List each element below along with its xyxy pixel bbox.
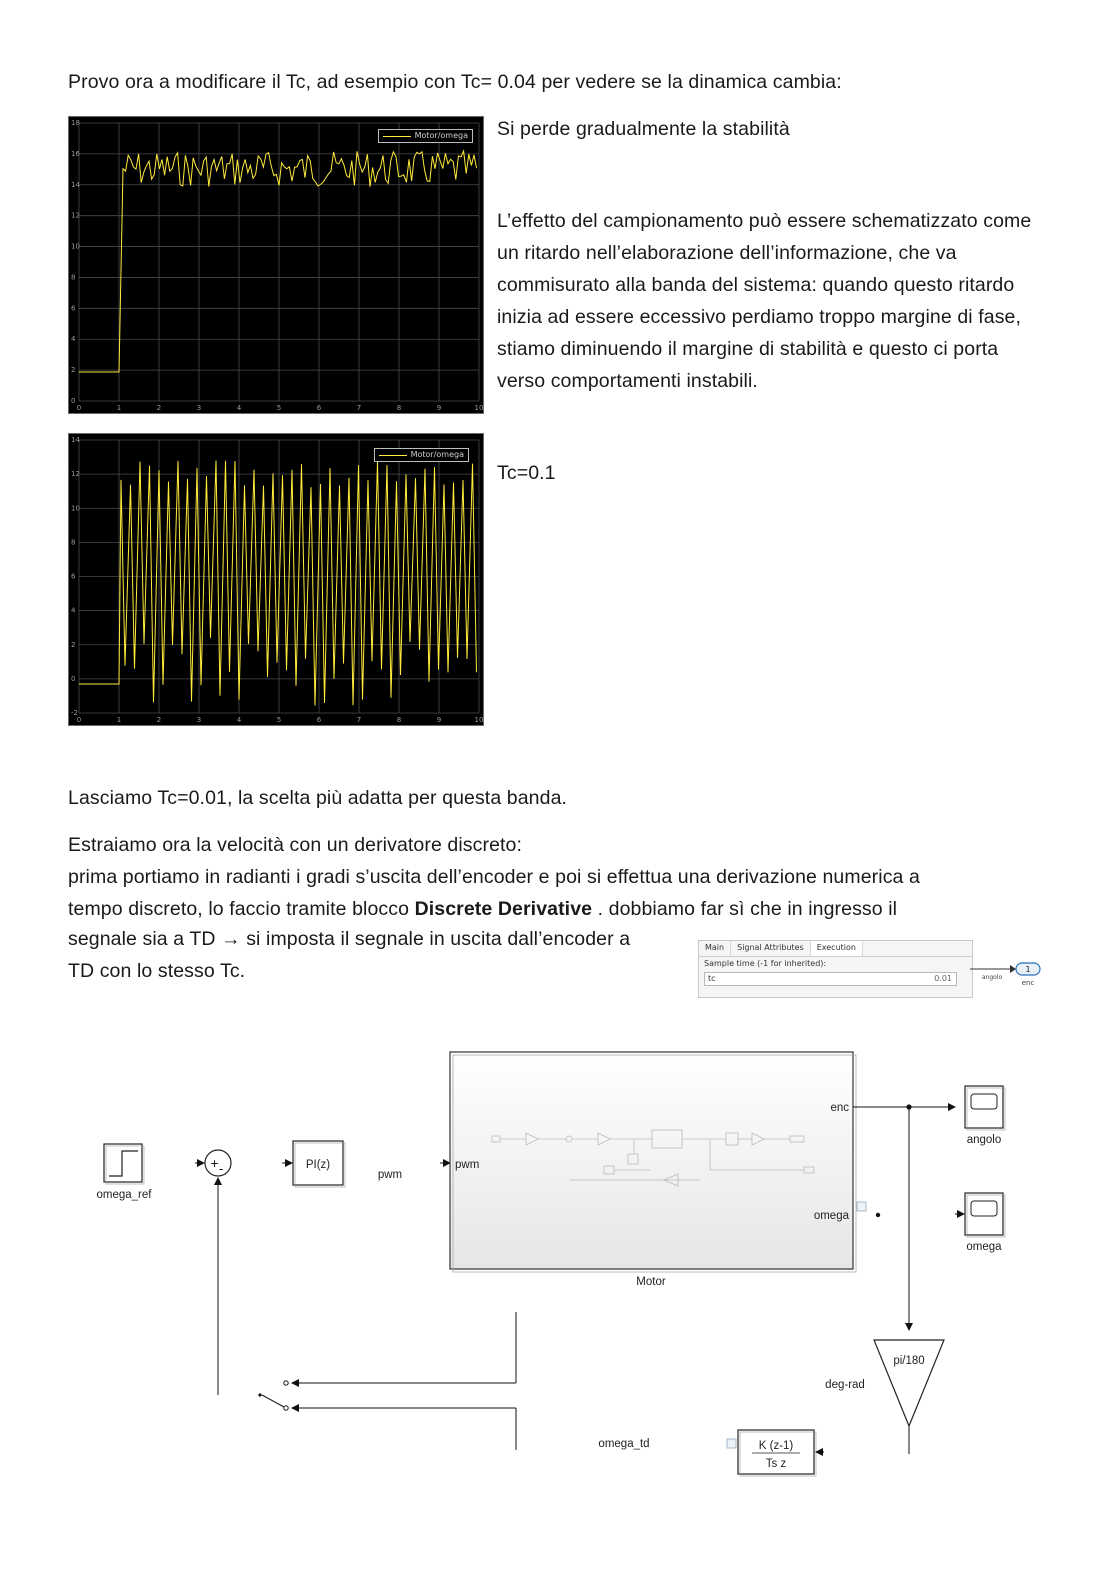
pi-block-label: PI(z) (305, 1159, 331, 1171)
scope-plot-svg (69, 117, 483, 413)
x-tick-label: 4 (236, 716, 242, 724)
omega-td-label: omega_td (598, 1438, 650, 1450)
y-tick-label: 16 (71, 149, 80, 158)
y-tick-label: 6 (71, 304, 76, 313)
deg-rad-label: deg-rad (825, 1379, 865, 1391)
sum-minus: - (219, 1162, 224, 1176)
x-tick-label: 7 (356, 404, 362, 412)
derivative-line-1: prima portiamo in radianti i gradi s’uscita dell’encoder e poi si effettua una derivazione numerica a (68, 866, 920, 888)
y-tick-label: -2 (71, 709, 78, 717)
x-tick-label: 9 (436, 404, 442, 412)
gain-label: pi/180 (893, 1355, 925, 1367)
tab-signal-attributes[interactable]: Signal Attributes (731, 941, 811, 956)
motor-enc-port: enc (830, 1102, 849, 1114)
outport-name: enc (1021, 979, 1035, 987)
scope-plot-tc01 (68, 433, 484, 726)
x-tick-label: 10 (474, 404, 483, 412)
y-tick-label: 10 (71, 504, 80, 513)
y-tick-label: 8 (71, 273, 76, 282)
y-tick-label: 0 (71, 674, 76, 683)
port-marker-icon (857, 1202, 866, 1211)
tc-01-label: Tc=0.1 (497, 462, 556, 484)
pwm-signal-label: pwm (377, 1169, 403, 1181)
simulink-diagram (0, 1030, 1116, 1500)
block-parameters-dialog (698, 940, 973, 998)
x-tick-label: 6 (316, 716, 322, 724)
y-tick-label: 12 (71, 470, 80, 479)
y-tick-label: 8 (71, 538, 76, 547)
x-tick-label: 10 (474, 716, 483, 724)
stability-loss-text: Si perde gradualmente la stabilità (497, 118, 790, 140)
derivative-post: . dobbiamo far sì che in ingresso il (592, 898, 898, 920)
dangling-point (876, 1213, 880, 1217)
y-tick-label: 6 (71, 572, 76, 581)
scope-plot-tc004 (68, 116, 484, 414)
motor-pwm-port: pwm (455, 1159, 480, 1171)
x-tick-label: 0 (76, 404, 82, 412)
sample-time-field[interactable] (704, 972, 957, 986)
y-tick-label: 4 (71, 335, 76, 344)
x-tick-label: 5 (276, 716, 282, 724)
derivative-line-3: segnale sia a TD → si imposta il segnale in uscita dall’encoder a (68, 928, 631, 950)
outport-signal: angolo (981, 974, 1003, 981)
derivative-numerator: K (z-1) (758, 1440, 794, 1452)
choice-text: Lasciamo Tc=0.01, la scelta più adatta per questa banda. (68, 787, 568, 809)
x-tick-label: 2 (156, 404, 162, 412)
signal-trace (79, 461, 477, 706)
scope-angolo-block[interactable] (965, 1086, 1005, 1130)
y-tick-label: 0 (71, 397, 76, 405)
explanation-text: L’effetto del campionamento può essere schematizzato come un ritardo nell’elaborazione dell’informazione, che va commisurato alla banda del sistema: quando questo ritardo inizia ad essere eccessivo perdiamo troppo margine di fase, stiamo diminuendo il margine di stabilità e questo ci porta verso comportamenti instabili. (497, 210, 1032, 392)
derivative-pre: tempo discreto, lo faccio tramite blocco (68, 898, 415, 920)
x-tick-label: 8 (396, 404, 402, 412)
sample-time-display: 0.01 (934, 974, 952, 983)
x-tick-label: 9 (436, 716, 442, 724)
x-tick-label: 6 (316, 404, 322, 412)
x-tick-label: 0 (76, 716, 82, 724)
y-tick-label: 10 (71, 242, 80, 251)
discrete-derivative-term: Discrete Derivative (414, 898, 593, 920)
y-tick-label: 4 (71, 606, 76, 615)
motor-label: Motor (636, 1276, 666, 1288)
scope-omega-block[interactable] (965, 1193, 1005, 1237)
motor-omega-port: omega (813, 1210, 849, 1222)
plot-legend: Motor/omega (374, 448, 469, 462)
x-tick-label: 2 (156, 716, 162, 724)
outport-snippet (970, 955, 1050, 991)
motor-subsystem[interactable] (450, 1052, 856, 1272)
y-tick-label: 2 (71, 366, 76, 375)
outport-number: 1 (1025, 965, 1031, 974)
derivative-intro: Estraiamo ora la velocità con un derivatore discreto: (68, 834, 523, 856)
plot-legend: Motor/omega (378, 129, 473, 143)
sample-time-label: Sample time (-1 for inherited): (704, 959, 827, 968)
x-tick-label: 8 (396, 716, 402, 724)
y-tick-label: 12 (71, 211, 80, 220)
derivative-denominator: Ts z (765, 1458, 787, 1470)
scope-omega-label: omega (966, 1241, 1002, 1253)
derivative-line-2 (68, 893, 897, 925)
y-tick-label: 14 (71, 436, 80, 444)
tab-execution[interactable]: Execution (811, 941, 863, 956)
gain-block[interactable] (874, 1340, 944, 1426)
port-marker-icon (727, 1439, 736, 1448)
sum-plus: + (210, 1157, 220, 1170)
omega-ref-label: omega_ref (96, 1189, 152, 1201)
manual-switch-block[interactable] (258, 1381, 288, 1410)
scope-plot-svg (69, 434, 483, 725)
x-tick-label: 1 (116, 716, 122, 724)
x-tick-label: 1 (116, 404, 122, 412)
intro-text: Provo ora a modificare il Tc, ad esempio con Tc= 0.04 per vedere se la dinamica cambia: (68, 71, 842, 93)
step-block[interactable] (104, 1144, 144, 1184)
tab-main[interactable]: Main (699, 941, 731, 956)
x-tick-label: 3 (196, 404, 202, 412)
sample-time-value: tc (708, 974, 716, 983)
y-tick-label: 2 (71, 640, 76, 649)
x-tick-label: 7 (356, 716, 362, 724)
x-tick-label: 4 (236, 404, 242, 412)
y-tick-label: 14 (71, 180, 80, 189)
y-tick-label: 18 (71, 119, 80, 127)
x-tick-label: 3 (196, 716, 202, 724)
scope-angolo-label: angolo (966, 1134, 1002, 1146)
derivative-line-4: TD con lo stesso Tc. (68, 960, 246, 982)
x-tick-label: 5 (276, 404, 282, 412)
